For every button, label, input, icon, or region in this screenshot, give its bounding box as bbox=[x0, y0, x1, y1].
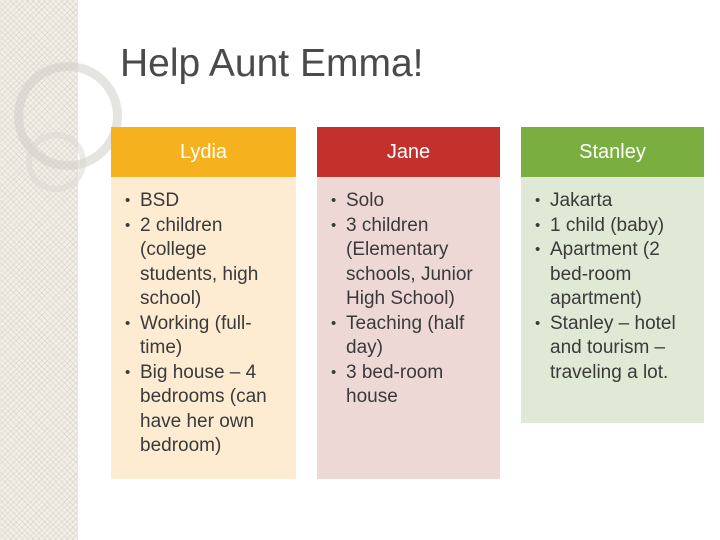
bullet-item: • Apartment (2 bed-room apartment) bbox=[533, 238, 690, 312]
bullet-item: • Teaching (half day) bbox=[329, 312, 486, 361]
bullet-list bbox=[123, 189, 282, 459]
column-header-stanley: Stanley bbox=[521, 127, 704, 177]
bullet-item: • 1 child (baby) bbox=[533, 214, 690, 239]
column-body-stanley bbox=[521, 177, 704, 423]
decorative-ring-small-icon bbox=[26, 132, 86, 192]
bullet-item: • Stanley – hotel and tourism – traveling a lot. bbox=[533, 312, 690, 386]
bullet-item: • 3 bed-room house bbox=[329, 361, 486, 410]
slide-title: Help Aunt Emma! bbox=[120, 42, 424, 85]
column-body-jane bbox=[317, 177, 500, 479]
column-stanley bbox=[521, 127, 704, 423]
bullet-item: • BSD bbox=[123, 189, 282, 214]
bullet-list bbox=[329, 189, 486, 410]
column-jane bbox=[317, 127, 500, 479]
bullet-list bbox=[533, 189, 690, 385]
column-lydia bbox=[111, 127, 296, 479]
bullet-item: • 3 children (Elementary schools, Junior High School) bbox=[329, 214, 486, 312]
bullet-item: • Working (full-time) bbox=[123, 312, 282, 361]
column-body-lydia bbox=[111, 177, 296, 479]
bullet-item: • Big house – 4 bedrooms (can have her own bedroom) bbox=[123, 361, 282, 459]
column-header-lydia: Lydia bbox=[111, 127, 296, 177]
bullet-item: • Solo bbox=[329, 189, 486, 214]
column-header-jane: Jane bbox=[317, 127, 500, 177]
bullet-item: • Jakarta bbox=[533, 189, 690, 214]
bullet-item: • 2 children (college students, high school) bbox=[123, 214, 282, 312]
